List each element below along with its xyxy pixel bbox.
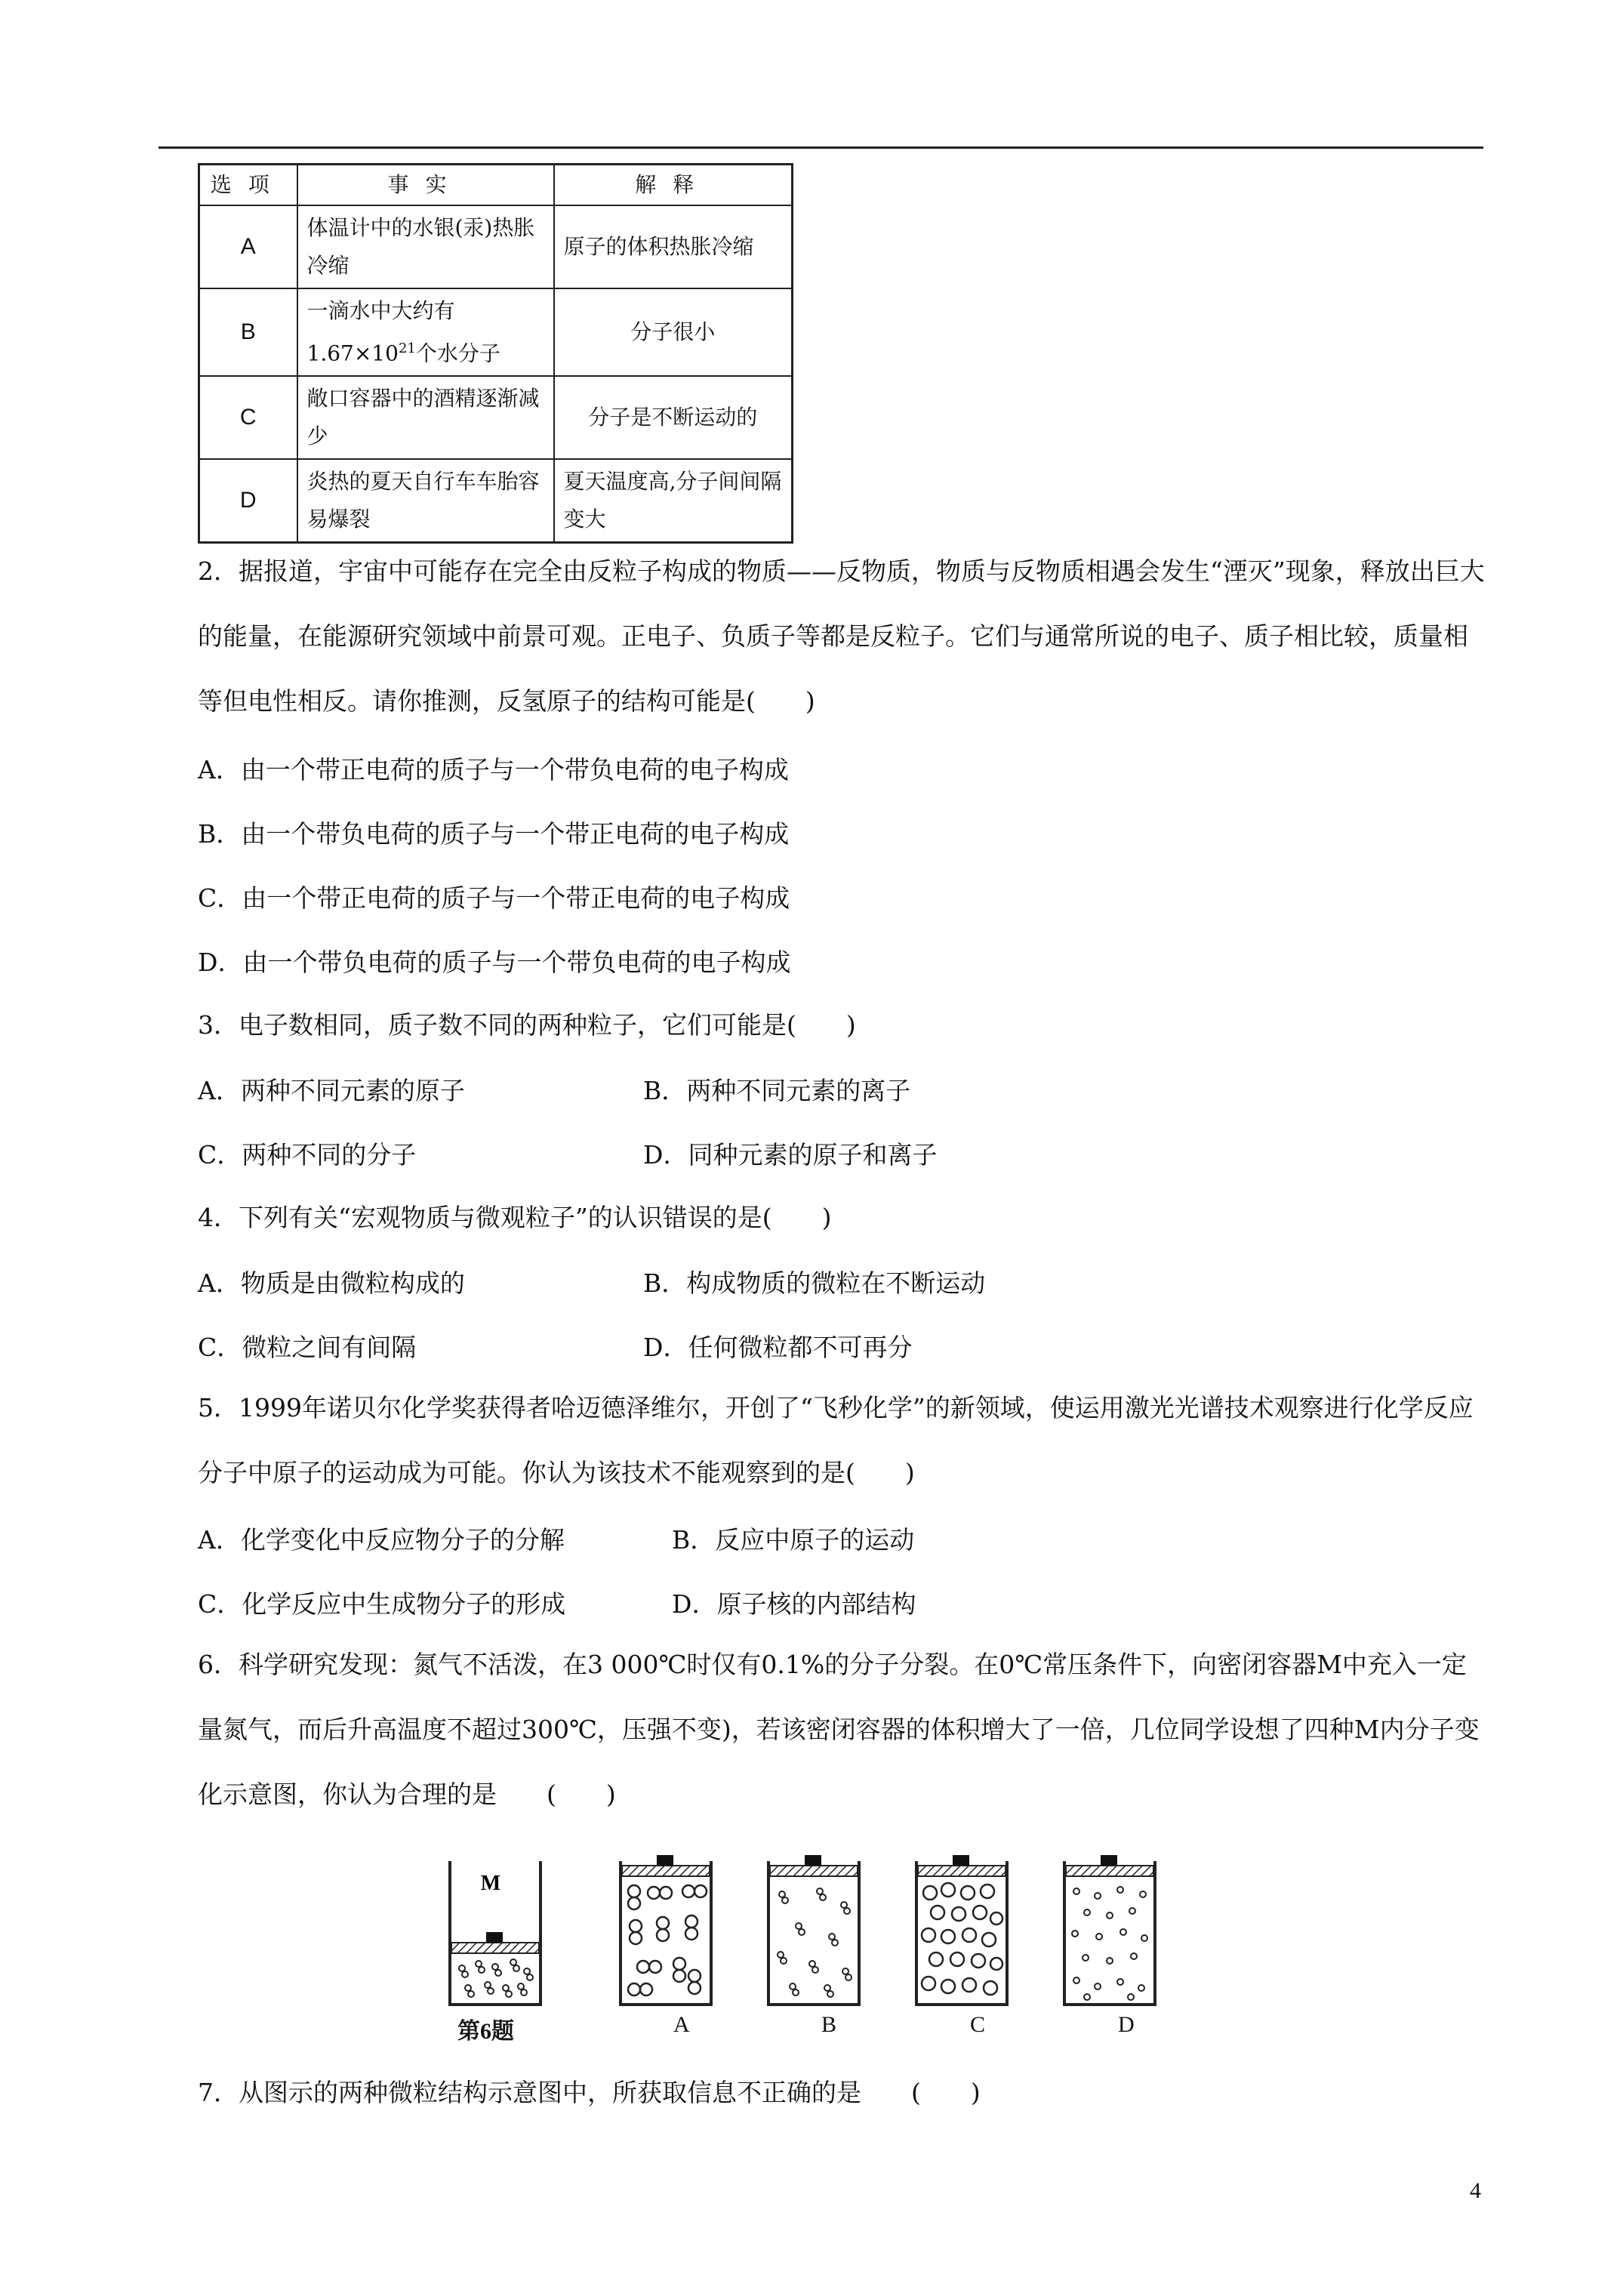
row-fact: 体温计中的水银(汞)热胀冷缩 (297, 205, 554, 288)
question-4-option-a: A．物质是由微粒构成的 (198, 1268, 465, 1298)
question-6-figure (445, 1854, 1193, 2035)
question-5-option-a: A．化学变化中反应物分子的分解 (198, 1525, 565, 1555)
question-3-option-c: C．两种不同的分子 (198, 1140, 417, 1170)
table-row (199, 288, 793, 376)
question-2-option-b: B．由一个带负电荷的质子与一个带正电荷的电子构成 (198, 819, 790, 849)
table-row (199, 205, 793, 288)
row-fact: 炎热的夏天自行车车胎容易爆裂 (297, 459, 554, 543)
question-4-stem: 4．下列有关“宏观物质与微观粒子”的认识错误的是( ) (198, 1203, 832, 1232)
table-header-row (199, 165, 793, 206)
row-option: C (199, 376, 297, 459)
container-m-label: M (480, 1872, 501, 1895)
figure-caption: 第6题 (457, 2019, 514, 2044)
row-explanation: 分子是不断运动的 (554, 376, 793, 459)
page-number: 4 (1470, 2178, 1481, 2203)
container-d (1064, 1855, 1155, 2005)
question-3-stem: 3．电子数相同，质子数不同的两种粒子，它们可能是( ) (198, 1010, 856, 1040)
figure-label-d: D (1118, 2012, 1135, 2037)
header-option: 选项 (199, 165, 297, 206)
fact-explanation-table (198, 163, 791, 532)
container-a (621, 1855, 711, 2005)
figure-label-a: A (673, 2012, 690, 2037)
row-option: B (199, 288, 297, 376)
row-option: A (199, 205, 297, 288)
figure-label-c: C (970, 2012, 986, 2037)
row-fact: 敞口容器中的酒精逐渐减少 (297, 376, 554, 459)
figure-label-b: B (821, 2012, 837, 2037)
question-5-option-d: D．原子核的内部结构 (672, 1589, 916, 1619)
header-explanation: 解释 (554, 165, 793, 206)
question-3-option-a: A．两种不同元素的原子 (198, 1076, 465, 1105)
question-6-stem: 6．科学研究发现：氮气不活泼，在3 000℃时仅有0.1%的分子分裂。在0℃常压条件下，向密闭容器M中充入一定量氮气，而后升高温度不超过300℃，压强不变)，若该密闭容器的体积增大了一倍，几位同学设想了四种M内分子变化示意图，你认为合理的是 ( ) (198, 1650, 1480, 1809)
container-c (916, 1855, 1007, 2005)
row-explanation: 夏天温度高,分子间间隔变大 (554, 459, 793, 543)
question-7-stem: 7．从图示的两种微粒结构示意图中，所获取信息不正确的是 ( ) (198, 2078, 981, 2107)
row-option: D (199, 459, 297, 543)
question-2-option-c: C．由一个带正电荷的质子与一个带正电荷的电子构成 (198, 883, 790, 913)
question-2-stem: 2．据报道，宇宙中可能存在完全由反粒子构成的物质——反物质，物质与反物质相遇会发生“湮灭”现象，释放出巨大的能量，在能源研究领域中前景可观。正电子、负质子等都是反粒子。它们与通常所说的电子、质子相比较，质量相等但电性相反。请你推测，反氢原子的结构可能是( ) (198, 556, 1485, 716)
question-5-stem: 5．1999年诺贝尔化学奖获得者哈迈德泽维尔，开创了“飞秒化学”的新领域，使运用激光光谱技术观察进行化学反应分子中原子的运动成为可能。你认为该技术不能观察到的是( ) (198, 1393, 1474, 1487)
question-5-option-b: B．反应中原子的运动 (672, 1525, 915, 1555)
question-2-option-a: A．由一个带正电荷的质子与一个带负电荷的电子构成 (198, 755, 789, 784)
question-3-option-d: D．同种元素的原子和离子 (643, 1140, 938, 1170)
question-4-option-d: D．任何微粒都不可再分 (643, 1333, 913, 1362)
row-explanation: 原子的体积热胀冷缩 (554, 205, 793, 288)
question-4-option-c: C．微粒之间有间隔 (198, 1333, 417, 1362)
container-b (768, 1855, 859, 2005)
header-fact: 事实 (297, 165, 554, 206)
table-row (199, 459, 793, 543)
question-3-option-b: B．两种不同元素的离子 (643, 1076, 911, 1105)
container-m (450, 1861, 540, 2005)
table-row (199, 376, 793, 459)
question-5-option-c: C．化学反应中生成物分子的形成 (198, 1589, 566, 1619)
header-rule (159, 146, 1483, 149)
row-explanation: 分子很小 (554, 288, 793, 376)
row-fact: 一滴水中大约有$1.67\times 10^{21}$个水分子 (297, 288, 554, 376)
question-2-option-d: D．由一个带负电荷的质子与一个带负电荷的电子构成 (198, 948, 791, 977)
question-4-option-b: B．构成物质的微粒在不断运动 (643, 1268, 986, 1298)
